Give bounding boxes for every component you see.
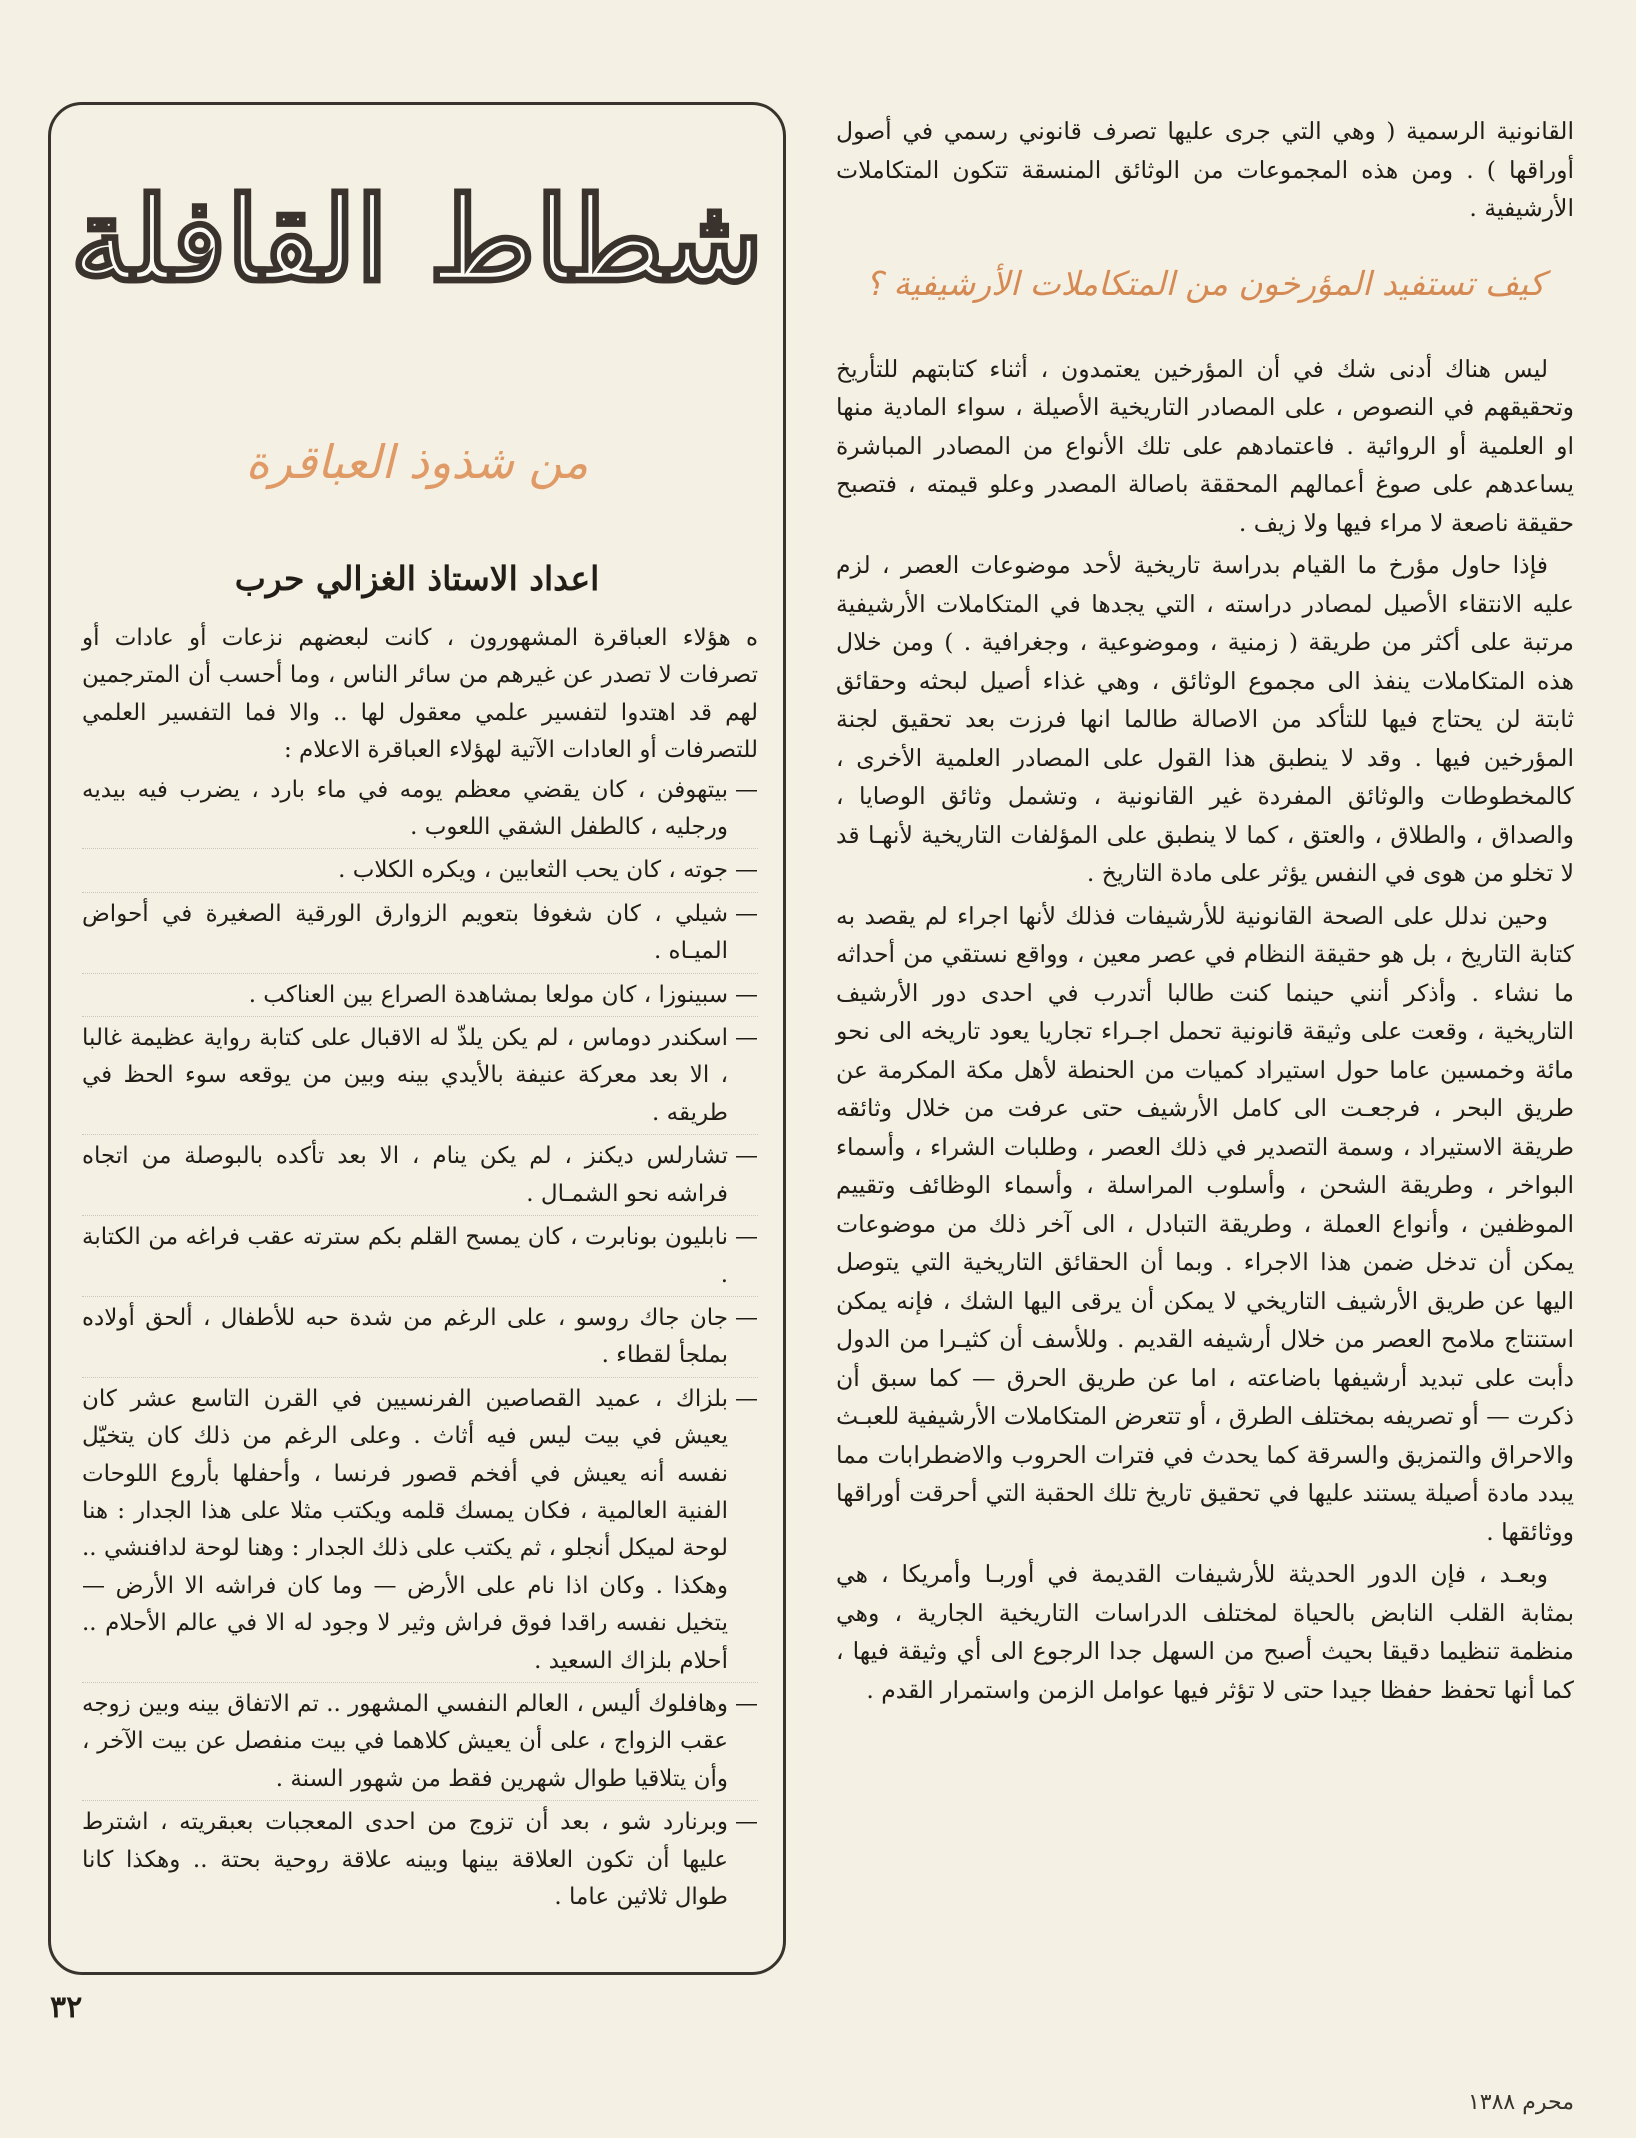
bullet-dash: — [735,1690,758,1717]
bullet-dash: — [735,776,758,803]
list-item [82,1300,758,1378]
bullet-dash: — [735,1385,758,1412]
list-item [82,852,758,892]
bullet-dash: — [735,900,758,927]
list-item-text: بلزاك ، عميد القصاصين الفرنسيين في القرن التاسع عشر كان يعيش في بيت ليس فيه أثاث . وعلى الرغم من ذلك كان يتخيّل نفسه أنه يعيش في أفخم قصور فرنسا ، وأحفلها بأروع اللوحات الفنية العالمية ، فكان يمسك قلمه ويكتب مثلا على هذا الجدار : هنا لوحة لميكل أنجلو ، ثم يكتب على ذلك الجدار : وهنا لوحة لدافنشي .. وهكذا . وكان اذا نام على الأرض — وما كان فراشه الا الأرض — يتخيل نفسه راقدا فوق فراش وثير لا وجود له الا في عالم الأحلام .. أحلام بلزاك السعيد . [82,1385,728,1674]
list-item-text: سبينوزا ، كان مولعا بمشاهدة الصراع بين العناكب . [248,981,728,1008]
article-paragraph-4: وبعـد ، فإن الدور الحديثة للأرشيفات القديمة في أوربـا وأمريكا ، هي بمثابة القلب النابض بالحياة لمختلف الدراسات التاريخية الجارية ، وهي منظمة تنظيما دقيقا بحيث أصبح من السهل جدا الرجوع الى أي وثيقة فيها ، كما أنها تحفظ حفظا جيدا حتى لا تؤثر فيها عوامل الزمن واستمرار القدم . [836,1560,1574,1704]
bullet-dash: — [735,1224,758,1251]
list-item-text: بيتهوفن ، كان يقضي معظم يومه في ماء بارد ، يضرب فيه بيديه ورجليه ، كالطفل الشقي اللعوب . [82,776,728,841]
bullet-dash: — [735,1809,758,1836]
bullet-dash: — [735,1025,758,1052]
sidebar-title: شطاط القافلة [70,172,764,308]
sidebar-subtitle: من شذوذ العباقرة [245,435,589,489]
article-paragraph-2: فإذا حاول مؤرخ ما القيام بدراسة تاريخية لأحد موضوعات العصر ، لزم عليه الانتقاء الأصيل لمصادر دراسته ، التي يجدها في المتكاملات الأرشيفية مرتبة على أكثر من طريقة ( زمنية ، وموضوعية ، وجغرافية . ) ومن خلال هذه المتكاملات ينفذ الى مجموع الوثائق ، وهي غذاء أصيل لبحثه وحقائق ثابتة لن يحتاج فيها للتأكد من الاصالة طالما انها فرزت بعد تحقيق لجنة المؤرخين فيها . وقد لا ينطبق هذا القول على المصادر العلمية الأخرى ، كالمخطوطات والوثائق المفردة غير القانونية ، وتشمل وثائق الوصايا ، والصداق ، والطلاق ، والعتق ، كما لا ينطبق على المؤلفات التاريخية لأنهـا قد لا تخلو من هوى في النفس يؤثر على مادة التاريخ . [836,551,1574,887]
article-opening: القانونية الرسمية ( وهي التي جرى عليها تصرف قانوني رسمي في أصول أوراقها ) . ومن هذه المجموعات من الوثائق المنسقة تتكون المتكاملات الأرشيفية . [836,117,1574,222]
list-item [82,1020,758,1135]
list-item-text: اسكندر دوماس ، لم يكن يلذّ له الاقبال على كتابة رواية عظيمة غالبا ، الا بعد معركة عنيفة بالأيدي بينه وبين من يوقعه سوء الحظ في طريقه . [82,1025,728,1126]
sidebar-intro: ه هؤلاء العباقرة المشهورون ، كانت لبعضهم نزعات أو عادات أو تصرفات لا تصدر عن غيرهم من سائر الناس ، وما أحسب أن المترجمين لهم قد اهتدوا لتفسير علمي معقول لها .. والا فما التفسير العلمي للتصرفات أو العادات الآتية لهؤلاء العباقرة الاعلام : [82,625,758,764]
bullet-dash: — [735,1143,758,1170]
article-heading: كيف تستفيد المؤرخون من المتكاملات الأرشيفية ؟ [865,263,1545,303]
list-item [82,1138,758,1216]
list-item [82,1804,758,1918]
bullet-dash: — [735,857,758,884]
bullet-dash: — [735,981,758,1008]
list-item-text: جان جاك روسو ، على الرغم من شدة حبه للأطفال ، ألحق أولاده بملجأ لقطاء . [82,1304,728,1369]
list-item [82,896,758,974]
page-number: ٣٢ [50,1990,83,2025]
sidebar-column [82,620,758,1921]
bullet-dash: — [735,1304,758,1331]
list-item-text: شيلي ، كان شغوفا بتعويم الزوارق الورقية الصغيرة في أحواض الميـاه . [82,900,728,965]
list-item [82,1381,758,1683]
article-paragraph-1: ليس هناك أدنى شك في أن المؤرخين يعتمدون ، أثناء كتابتهم للتأريخ وتحقيقهم في النصوص ، على المصادر التاريخية الأصيلة ، سواء المادية منها او العلمية أو الروائية . فاعتمادهم على تلك الأنواع من المصادر المباشرة يساعدهم على صوغ أعمالهم المحققة باصالة المصدر وعلو قيمته ، فتصبح حقيقة ناصعة لا مراء فيها ولا زيف . [836,354,1574,537]
list-item-text: جوته ، كان يحب الثعابين ، ويكره الكلاب . [338,857,728,884]
list-item [82,1219,758,1297]
issue-date: محرم ١٣٨٨ [1467,2090,1574,2115]
sidebar-author: اعداد الاستاذ الغزالي حرب [234,559,600,598]
article-paragraph-3: وحين ندلل على الصحة القانونية للأرشيفات فذلك لأنها اجراء لم يقصد به كتابة التاريخ ، بل هو حقيقة النظام في عصر معين ، وواقع نستقي من أحداثه ما نشاء . وأذكر أنني حينما كنت طالبا أتدرب في احدى دور الأرشيف التاريخية ، وقعت على وثيقة قانونية تحمل اجـراء تجاريا يعود تاريخه الى نحو مائة وخمسين عاما حول استيراد كميات من الحنطة لأهل مكة المكرمة عن طريق البحر ، فرجعـت الى كامل الأرشيف حتى عرفت من خلال وثائقه طريقة الاستيراد ، وسمة التصدير في ذلك العصر ، وطلبات الشراء ، وأسماء البواخر ، وطريقة الشحن ، وأسلوب المراسلة ، وأسماء الوظائف وتقييم الموظفين ، وأنواع العملة ، وطريقة التبادل ، الى آخر ذلك من موضوعات يمكن أن تدخل ضمن هذا الاجراء . وبما أن الحقائق التاريخية التي يتوصل اليها عن طريق الأرشيف التاريخي لا يمكن أن يرقى اليها الشك ، فإنه يمكن استنتاج ملامح العصر من خلال أرشيفه القديم . وللأسف أن كثيـرا من الدول دأبت على تبديد أرشيفها باضاعته ، اما عن طريق الحرق — كما سبق أن ذكرت — أو تصريفه بمختلف الطرق ، أو تتعرض المتكاملات الأرشيفية للعبـث والاحراق والتمزيق والسرقة كما يحدث في فترات الحروب والاضطرابات مما يبدد مادة أصيلة يستند عليها في تحقيق تاريخ تلك الحقبة التي أحرقت أوراقها ووثائقها . [836,901,1574,1546]
eccentricities-list [82,772,758,1919]
list-item-text: تشارلس ديكنز ، لم يكن ينام ، الا بعد تأكده بالبوصلة من اتجاه فراشه نحو الشمـال . [82,1143,728,1207]
list-item-text: وبرنارد شو ، بعد أن تزوج من احدى المعجبات بعبقريته ، اشترط عليها أن تكون العلاقة بينها وبينه علاقة روحية بحتة .. وهكذا كانا طوال ثلاثين عاما . [82,1809,728,1910]
list-item [82,1686,758,1801]
list-item-text: نابليون بونابرت ، كان يمسح القلم بكم سترته عقب فراغه من الكتابة . [82,1224,728,1288]
list-item [82,977,758,1017]
article-column [836,112,1574,1709]
list-item [82,772,758,850]
list-item-text: وهافلوك أليس ، العالم النفسي المشهور .. تم الاتفاق بينه وبين زوجه عقب الزواج ، على أن يعيش كلاهما في بيت منفصل عن بيت الآخر ، وأن يتلاقيا طوال شهرين فقط من شهور السنة . [82,1690,728,1792]
